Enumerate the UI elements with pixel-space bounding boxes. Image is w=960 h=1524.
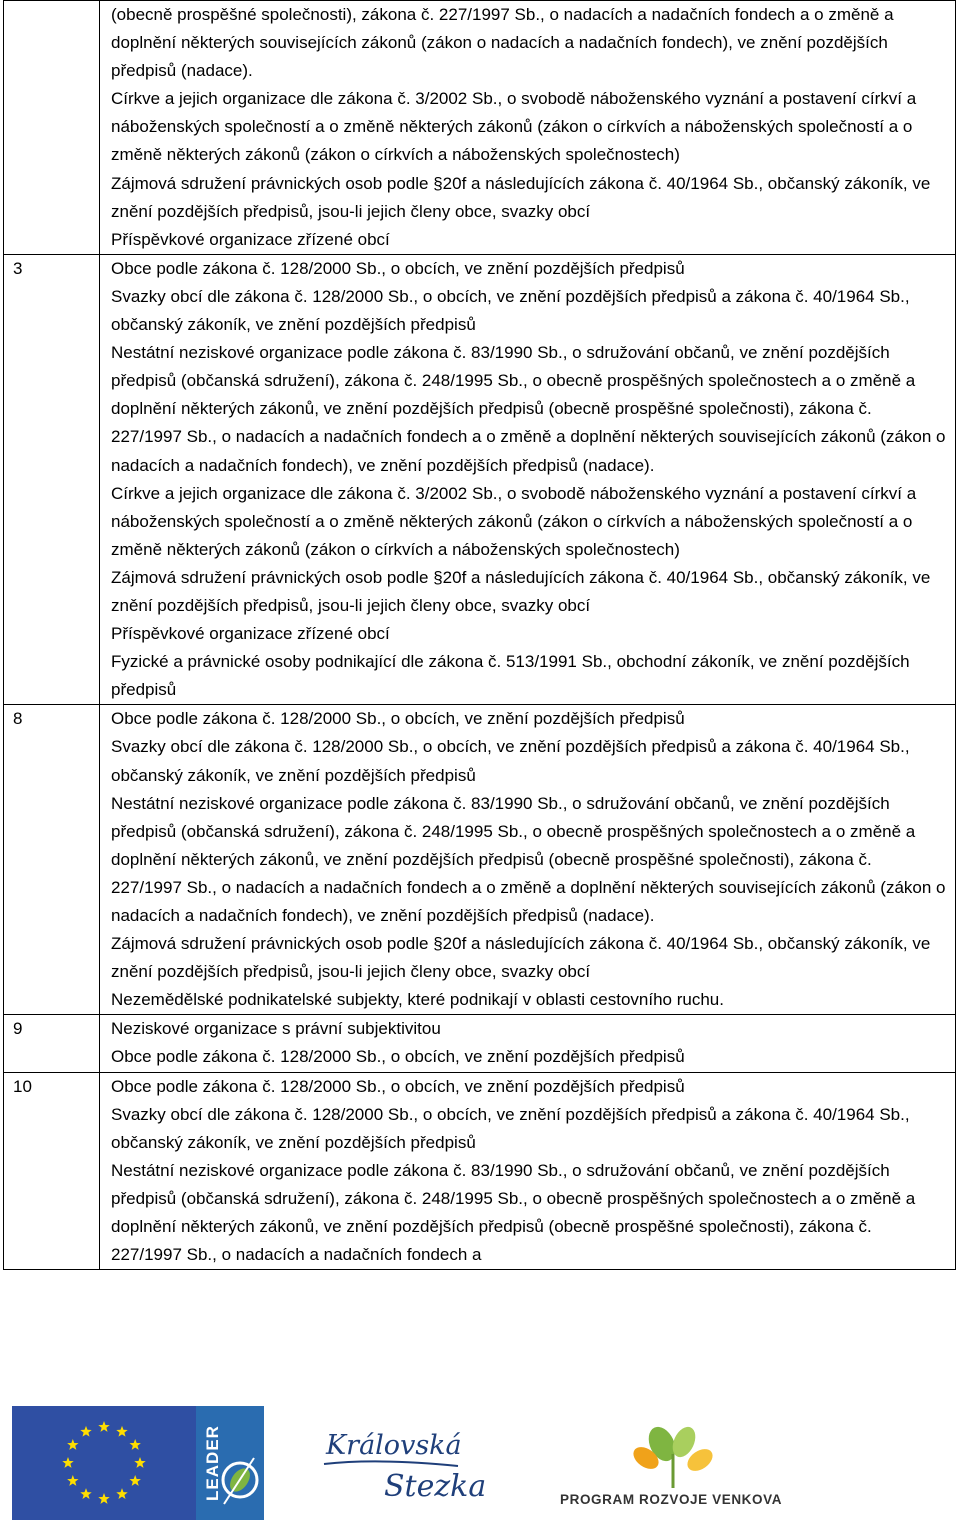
list-item: Zájmová sdružení právnických osob podle §20f a následujících zákona č. 40/1964 Sb., občanský zákoník, ve znění pozdějších předpisů, jsou-li jejich členy obce, svazky obcí: [111, 567, 931, 615]
table-row: [4, 705, 956, 1015]
list-item: (obecně prospěšné společnosti), zákona č. 227/1997 Sb., o nadacích a nadačních fondech a o změně a doplnění některých souvisejících zákonů (zákon o nadacích a nadačních fondech), ve znění pozdějších předpisů (nadace).: [111, 5, 894, 81]
applicant-types-cell: [100, 254, 956, 705]
leader-logo: [196, 1406, 264, 1520]
eligible-applicants-table-page: [3, 0, 956, 1270]
applicant-types-list: [111, 1, 947, 254]
table-row: [4, 1015, 956, 1072]
list-item: Obce podle zákona č. 128/2000 Sb., o obcích, ve znění pozdějších předpisů: [111, 1047, 685, 1067]
row-number: 3: [4, 254, 100, 705]
applicant-types-list: [111, 1015, 947, 1071]
applicant-types-list: [111, 1073, 947, 1270]
list-item: Církve a jejich organizace dle zákona č. 3/2002 Sb., o svobodě náboženského vyznání a postavení církví a náboženských společností a o změně některých zákonů (zákon o církvích a náboženských společností a o změně některých zákonů (zákon o církvích a náboženských společnostech): [111, 89, 917, 165]
list-item: Neziskové organizace s právní subjektivitou: [111, 1019, 441, 1039]
table-row: [4, 1072, 956, 1270]
list-item: Svazky obcí dle zákona č. 128/2000 Sb., o obcích, ve znění pozdějších předpisů a zákona č. 40/1964 Sb., občanský zákoník, ve znění pozdějších předpisů: [111, 1104, 910, 1152]
row-number: [4, 1, 100, 255]
list-item: Příspěvkové organizace zřízené obcí: [111, 229, 390, 249]
program-rozvoje-venkova-logo: [552, 1414, 782, 1514]
prv-plant-icon: [552, 1414, 782, 1490]
eligible-applicants-table: [3, 0, 956, 1270]
eu-flag-icon: [12, 1406, 196, 1520]
table-row: [4, 254, 956, 705]
list-item: Obce podle zákona č. 128/2000 Sb., o obcích, ve znění pozdějších předpisů: [111, 1076, 685, 1096]
prv-logo-text: PROGRAM ROZVOJE VENKOVA: [560, 1492, 783, 1507]
list-item: Svazky obcí dle zákona č. 128/2000 Sb., o obcích, ve znění pozdějších předpisů a zákona č. 40/1964 Sb., občanský zákoník, ve znění pozdějších předpisů: [111, 286, 910, 335]
row-number: 10: [4, 1072, 100, 1270]
list-item: Zájmová sdružení právnických osob podle §20f a následujících zákona č. 40/1964 Sb., občanský zákoník, ve znění pozdějších předpisů, jsou-li jejich členy obce, svazky obcí: [111, 934, 931, 982]
list-item: Zájmová sdružení právnických osob podle §20f a následujících zákona č. 40/1964 Sb., občanský zákoník, ve znění pozdějších předpisů, jsou-li jejich členy obce, svazky obcí: [111, 173, 931, 221]
list-item: Obce podle zákona č. 128/2000 Sb., o obcích, ve znění pozdějších předpisů: [111, 258, 685, 278]
kralovska-logo-line2: Stezka: [384, 1469, 487, 1504]
applicant-types-cell: [100, 705, 956, 1015]
logo-strip: [0, 1400, 960, 1524]
list-item: Nestátní neziskové organizace podle zákona č. 83/1990 Sb., o sdružování občanů, ve znění pozdějších předpisů (občanská sdružení), zákona č. 248/1995 Sb., o obecně prospěšných společnostech a o změně a doplnění některých zákonů, ve znění pozdějších předpisů (obecně prospěšné společnosti), zákona č. 227/1997 Sb., o nadacích a nadačních fondech a o změně a doplnění některých souvisejících zákonů (zákon o nadacích a nadačních fondech), ve znění pozdějších předpisů (nadace).: [111, 343, 946, 475]
applicant-types-cell: [100, 1015, 956, 1072]
list-item: Církve a jejich organizace dle zákona č. 3/2002 Sb., o svobodě náboženského vyznání a postavení církví a náboženských společností a o změně některých zákonů (zákon o církvích a náboženských společností a o změně některých zákonů (zákon o církvích a náboženských společnostech): [111, 483, 917, 559]
list-item: Svazky obcí dle zákona č. 128/2000 Sb., o obcích, ve znění pozdějších předpisů a zákona č. 40/1964 Sb., občanský zákoník, ve znění pozdějších předpisů: [111, 737, 910, 785]
list-item: Příspěvkové organizace zřízené obcí: [111, 624, 390, 644]
leader-logo-text: LEADER: [203, 1425, 222, 1501]
row-number: 9: [4, 1015, 100, 1072]
applicant-types-cell: [100, 1, 956, 255]
applicant-types-cell: [100, 1072, 956, 1270]
kralovska-stezka-logo: [318, 1414, 498, 1514]
list-item: Obce podle zákona č. 128/2000 Sb., o obcích, ve znění pozdějších předpisů: [111, 709, 685, 729]
kralovska-logo-line1: Královská: [326, 1430, 462, 1461]
list-item: Nestátní neziskové organizace podle zákona č. 83/1990 Sb., o sdružování občanů, ve znění pozdějších předpisů (občanská sdružení), zákona č. 248/1995 Sb., o obecně prospěšných společnostech a o změně a doplnění některých zákonů, ve znění pozdějších předpisů (obecně prospěšné společnosti), zákona č. 227/1997 Sb., o nadacích a nadačních fondech a: [111, 1160, 916, 1265]
applicant-types-list: [111, 705, 947, 1014]
list-item: Nezemědělské podnikatelské subjekty, které podnikají v oblasti cestovního ruchu.: [111, 990, 724, 1010]
list-item: Nestátní neziskové organizace podle zákona č. 83/1990 Sb., o sdružování občanů, ve znění pozdějších předpisů (občanská sdružení), zákona č. 248/1995 Sb., o obecně prospěšných společnostech a o změně a doplnění některých zákonů, ve znění pozdějších předpisů (obecně prospěšné společnosti), zákona č. 227/1997 Sb., o nadacích a nadačních fondech a o změně a doplnění některých souvisejících zákonů (zákon o nadacích a nadačních fondech), ve znění pozdějších předpisů (nadace).: [111, 793, 946, 925]
list-item: Fyzické a právnické osoby podnikající dle zákona č. 513/1991 Sb., obchodní zákoník, ve znění pozdějších předpisů: [111, 652, 910, 700]
applicant-types-list: [111, 255, 947, 705]
table-row: [4, 1, 956, 255]
row-number: 8: [4, 705, 100, 1015]
